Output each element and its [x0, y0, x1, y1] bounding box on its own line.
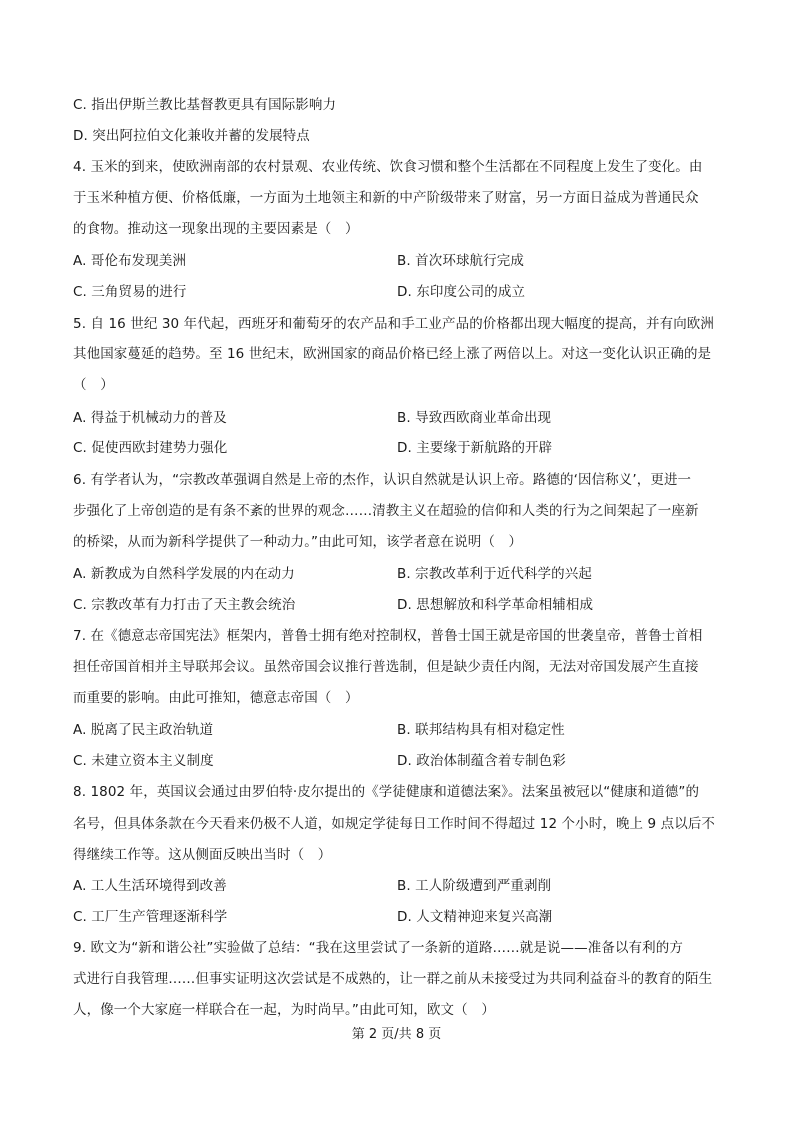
q7-option-c: C. 未建立资本主义制度 — [73, 753, 214, 769]
q5-option-d: D. 主要缘于新航路的开辟 — [397, 440, 553, 456]
q5-stem-line-3: （ ） — [73, 377, 114, 393]
q6-option-b: B. 宗教改革利于近代科学的兴起 — [397, 566, 592, 582]
q7-stem-line-2: 担任帝国首相并主导联邦会议。虽然帝国会议推行普选制，但是缺少责任内阁，无法对帝国发展产生直接 — [73, 659, 699, 675]
q9-stem-line-3: 人，像一个大家庭一样联合在一起，为时尚早。”由此可知，欧文（ ） — [73, 1002, 495, 1018]
q6-option-d: D. 思想解放和科学革命相辅相成 — [397, 597, 594, 613]
q4-option-b: B. 首次环球航行完成 — [397, 253, 524, 269]
q6-stem-line-3: 的桥梁，从而为新科学提供了一种动力。”由此可知，该学者意在说明（ ） — [73, 534, 523, 550]
q9-stem-line-1: 9. 欧文为“新和谐公社”实验做了总结：“我在这里尝试了一条新的道路……就是说——准备以有利的方 — [73, 940, 683, 956]
q7-option-a: A. 脱离了民主政治轨道 — [73, 722, 214, 738]
q3-option-d: D. 突出阿拉伯文化兼收并蓄的发展特点 — [73, 128, 310, 144]
q6-option-a: A. 新教成为自然科学发展的内在动力 — [73, 566, 295, 582]
q8-option-b: B. 工人阶级遭到严重剥削 — [397, 878, 552, 894]
q4-stem-line-2: 于玉米种植方便、价格低廉，一方面为土地领主和新的中产阶级带来了财富，另一方面日益成为普通民众 — [73, 190, 699, 206]
q6-option-c: C. 宗教改革有力打击了天主教会统治 — [73, 597, 296, 613]
q6-stem-line-1: 6. 有学者认为，“宗教改革强调自然是上帝的杰作，认识自然就是认识上帝。路德的‘因信称义’，更进一 — [73, 472, 692, 488]
q5-option-c: C. 促使西欧封建势力强化 — [73, 440, 228, 456]
q7-stem-line-1: 7. 在《德意志帝国宪法》框架内，普鲁士拥有绝对控制权，普鲁士国王就是帝国的世袭皇帝，普鲁士首相 — [73, 628, 703, 644]
q7-option-b: B. 联邦结构具有相对稳定性 — [397, 722, 565, 738]
q8-stem-line-2: 名号，但具体条款在今天看来仍极不人道，如规定学徒每日工作时间不得超过 12 个小时，晚上 9 点以后不 — [73, 816, 716, 832]
q4-option-d: D. 东印度公司的成立 — [397, 284, 526, 300]
q8-option-c: C. 工厂生产管理逐渐科学 — [73, 909, 228, 925]
q7-option-d: D. 政治体制蕴含着专制色彩 — [397, 753, 566, 769]
q8-stem-line-3: 得继续工作等。这从侧面反映出当时（ ） — [73, 847, 332, 863]
q6-stem-line-2: 步强化了上帝创造的是有条不紊的世界的观念……清教主义在超验的信仰和人类的行为之间架起了一座新 — [73, 503, 699, 519]
q5-option-a: A. 得益于机械动力的普及 — [73, 410, 227, 426]
q8-option-d: D. 人文精神迎来复兴高潮 — [397, 909, 553, 925]
q8-stem-line-1: 8. 1802 年，英国议会通过由罗伯特·皮尔提出的《学徒健康和道德法案》。法案虽被冠以“健康和道德”的 — [73, 784, 700, 800]
q4-option-c: C. 三角贸易的进行 — [73, 284, 187, 300]
q5-option-b: B. 导致西欧商业革命出现 — [397, 410, 552, 426]
q3-option-c: C. 指出伊斯兰教比基督教更具有国际影响力 — [73, 97, 337, 113]
q4-option-a: A. 哥伦布发现美洲 — [73, 253, 187, 269]
page-number-footer: 第 2 页/共 8 页 — [351, 1027, 442, 1042]
q9-stem-line-2: 式进行自我管理……但事实证明这次尝试是不成熟的，让一群之前从未接受过为共同利益奋斗的教育的陌生 — [73, 971, 713, 987]
q8-option-a: A. 工人生活环境得到改善 — [73, 878, 227, 894]
q4-stem-line-1: 4. 玉米的到来，使欧洲南部的农村景观、农业传统、饮食习惯和整个生活都在不同程度上发生了变化。由 — [73, 159, 703, 175]
q7-stem-line-3: 而重要的影响。由此可推知，德意志帝国（ ） — [73, 690, 359, 706]
q5-stem-line-2: 其他国家蔓延的趋势。至 16 世纪末，欧洲国家的商品价格已经上涨了两倍以上。对这一变化认识正确的是 — [73, 346, 712, 362]
q4-stem-line-3: 的食物。推动这一现象出现的主要因素是（ ） — [73, 221, 359, 237]
q5-stem-line-1: 5. 自 16 世纪 30 年代起，西班牙和葡萄牙的农产品和手工业产品的价格都出现大幅度的提高，并有向欧洲 — [73, 316, 714, 332]
